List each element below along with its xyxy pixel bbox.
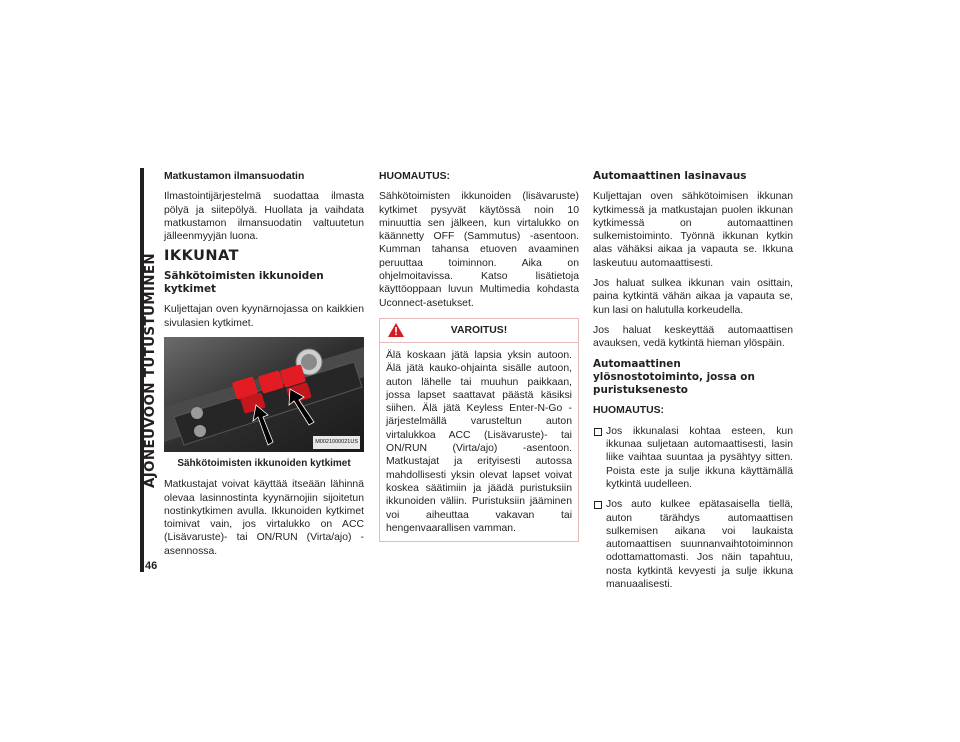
note-heading: HUOMAUTUS: <box>379 171 450 182</box>
list-item-text: Jos ikkunalasi kohtaa esteen, kun ikkunaa suljetaan automaattisesti, lasin liike vaihtaa suuntaa ja pysähtyy sitten. Poista este ja sulje ikkuna käyttämällä kytkintä uudelleen. <box>606 425 793 490</box>
checkbox-bullet-icon <box>594 501 602 509</box>
list-item <box>593 425 793 491</box>
heading-windows: IKKUNAT <box>164 248 240 265</box>
warning-box <box>379 318 579 542</box>
photo-caption: Sähkötoimisten ikkunoiden kytkimet <box>177 457 351 469</box>
paragraph-stop-auto: Jos haluat keskeyttää automaattisen avauksen, vedä kytkintä hieman ylöspäin. <box>593 324 793 350</box>
window-switch-photo <box>164 337 364 452</box>
column-3 <box>593 170 793 598</box>
warning-triangle-icon <box>388 323 404 337</box>
note-list <box>593 425 793 592</box>
checkbox-bullet-icon <box>594 428 602 436</box>
paragraph-partial-close: Jos haluat sulkea ikkunan vain osittain, paina kytkintä vähän aikaa ja vapauta se, kun lasi on halutulla korkeudella. <box>593 278 793 316</box>
column-2 <box>379 170 579 542</box>
heading-window-switches: Sähkötoimisten ikkunoiden kytkimet <box>164 269 324 296</box>
note-heading: HUOMAUTUS: <box>593 405 664 417</box>
list-item <box>593 498 793 591</box>
column-1 <box>164 170 364 565</box>
heading-cabin-filter: Matkustamon ilmansuodatin <box>164 171 305 182</box>
list-item-text: Jos auto kulkee epätasaisella tiellä, auton tärähdys automaattisen sulkemisen aikana voi laukaista automaattisen suunnanvaihtotoiminnon odottamattomasti. Jos näin tapahtuu, nosta kytkintä kevyesti ja sulje ikkuna manuaalisesti. <box>606 499 793 591</box>
note-text: Sähkötoimisten ikkunoiden (lisävaruste) kytkimet pysyvät käytössä noin 10 minuuttia sen jälkeen, kun virtalukko on käännetty OFF (Sammutus) -asentoon. Kumman tahansa etuoven avaaminen peruuttaa toiminnon. Aika on ohjelmoitavissa. Katso lisätietoja käyttöoppaan luvun Multimedia kohdasta Uconnect-asetukset. <box>379 191 579 309</box>
paragraph-cabin-filter: Ilmastointijärjestelmä suodattaa ilmasta pölyä ja siitepölyä. Huollata ja vaihdata matkustamon ilmansuodatin valtuutetun jälleenmyyjän luona. <box>164 191 364 243</box>
warning-header <box>380 319 578 343</box>
heading-auto-up: Automaattinen ylösnostotoiminto, jossa on puristuksenesto <box>593 357 755 397</box>
warning-text: Älä koskaan jätä lapsia yksin autoon. Älä jätä kauko-ohjainta sisälle autoon, auton lähelle tai muuhun paikkaan, jossa lapset saattavat päästä käsiksi siihen. Älä jätä Keyless Enter-N-Go -järjestelmällä varusteltun auton virtalukkoa ACC (Lisävaruste)- tai ON/RUN (Virta/ajo) -asentoon. Matkustajat ja erityisesti autossa mahdollisesti yksin olevat lapset voivat koskea säätimiin ja jäädä puristuksiin ikkunoiden väliin. Puristuksiin jääminen voi aiheuttaa vakavan tai hengenvaarallisen vamman. <box>386 349 572 534</box>
warning-title: VAROITUS! <box>450 324 508 336</box>
heading-auto-down: Automaattinen lasinavaus <box>593 170 747 182</box>
photo-code: M0021000021US <box>313 436 360 449</box>
page-number: 46 <box>145 560 158 572</box>
paragraph-passenger-switches: Matkustajat voivat käyttää itseään lähinnä olevaa lasinnostinta kyynärnojiin sijoitetun nostinkytkimen avulla. Ikkunoiden kytkimet toimivat vain, jos virtalukko on ACC (Lisävaruste)- tai ON/RUN (Virta/ajo) -asennossa. <box>164 479 364 557</box>
paragraph-auto-down: Kuljettajan oven sähkötoimisen ikkunan kytkimessä ja matkustajan puolen ikkunan kytkimessä on automaattinen sulkemistoiminto. Työnnä ikkunan kytkin alas vähäksi aikaa ja vapauta se. Ikkuna laskeutuu automaattisesti. <box>593 191 793 269</box>
paragraph-driver-armrest: Kuljettajan oven kyynärnojassa on kaikkien sivulasien kytkimet. <box>164 304 364 329</box>
chapter-title: AJONEUVOON TUTUSTUMINEN <box>142 252 158 488</box>
